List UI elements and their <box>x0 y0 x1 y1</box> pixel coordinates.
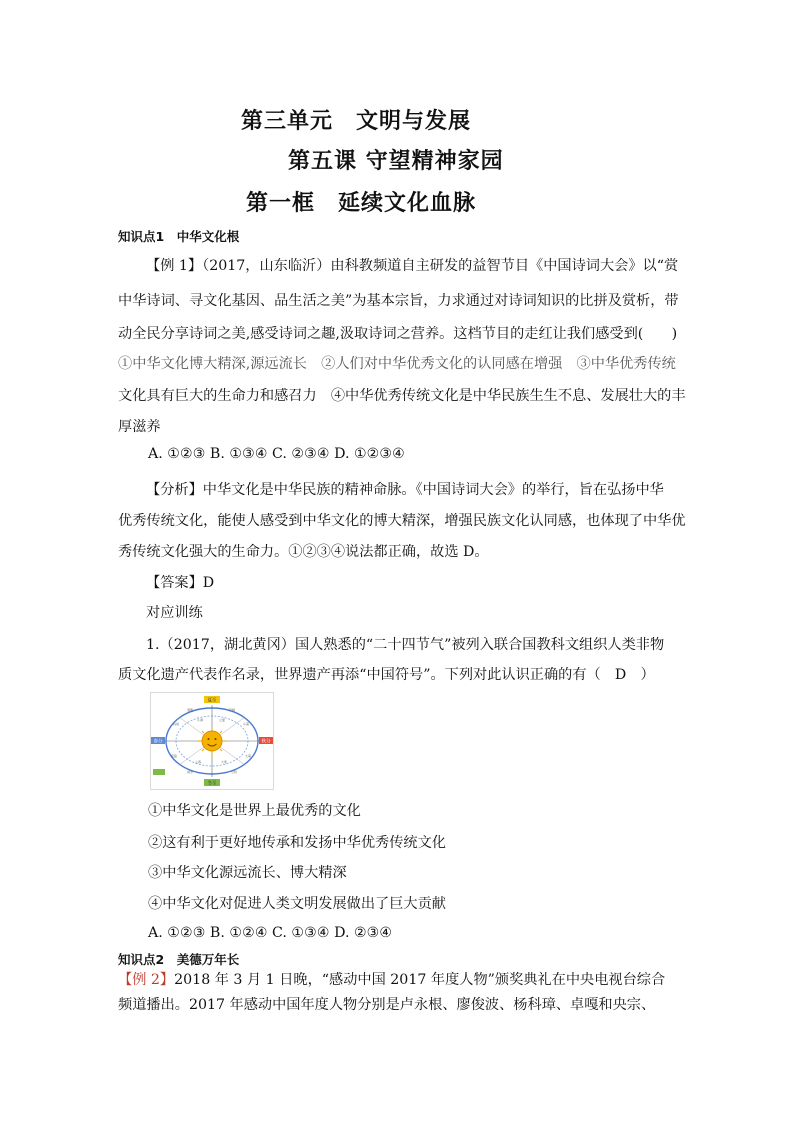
solar-terms-diagram <box>150 692 274 790</box>
svg-text:小满: 小满 <box>197 718 204 722</box>
diagram-label-left: 春分 <box>153 739 163 745</box>
frame-title: 第一框 延续文化血脉 <box>246 191 477 216</box>
svg-text:小暑: 小暑 <box>243 722 250 726</box>
svg-text:惊蛰: 惊蛰 <box>171 754 178 758</box>
knowledge-point-1: 知识点1 中华文化根 <box>118 229 240 244</box>
example-2-text: 2018 年 3 月 1 日晚，“感动中国 2017 年度人物”颁奖典礼在中央电视台综合 <box>174 972 666 988</box>
practice-statement-2: ②这有利于更好地传承和发扬中华优秀传统文化 <box>148 835 446 851</box>
svg-text:清明: 清明 <box>187 708 194 712</box>
diagram-label-right: 秋分 <box>261 739 271 745</box>
lesson-title: 第五课 守望精神家园 <box>288 149 504 174</box>
svg-text:芒种: 芒种 <box>229 708 236 712</box>
practice-choices: A. ①②③ B. ①②④ C. ①③④ D. ②③④ <box>148 925 393 941</box>
knowledge-point-2: 知识点2 美德万年长 <box>118 952 240 967</box>
svg-text:立春: 立春 <box>195 760 202 764</box>
practice-heading: 对应训练 <box>146 605 203 621</box>
analysis-line-2: 优秀传统文化，能使人感受到中华文化的博大精深，增强民族文化认同感，也体现了中华优 <box>118 513 686 529</box>
unit-title: 第三单元 文明与发展 <box>241 109 472 134</box>
svg-text:谷雨: 谷雨 <box>173 722 180 726</box>
example-2-line-2: 频道播出。2017 年感动中国年度人物分别是卢永根、廖俊波、杨科璋、卓嘎和央宗、 <box>118 997 656 1013</box>
practice-q1-line-1: 1.（2017，湖北黄冈）国人熟悉的“二十四节气”被列入联合国教科文组织人类非物 <box>146 637 665 653</box>
example-1-options-line-3: 厚滋养 <box>118 419 161 435</box>
practice-statement-3: ③中华文化源远流长、博大精深 <box>148 865 347 881</box>
example-1-line-3: 动全民分享诗词之美,感受诗词之趣,汲取诗词之营养。这档节目的走红让我们感受到( ) <box>118 326 678 342</box>
svg-text:立夏: 立夏 <box>219 718 226 722</box>
solar-terms-illustration <box>151 693 273 789</box>
practice-statement-4: ④中华文化对促进人类文明发展做出了巨大贡献 <box>148 896 446 912</box>
example-2-tag: 【例 2】 <box>118 972 175 988</box>
answer: 【答案】D <box>146 575 215 591</box>
analysis-line-1: 【分析】中华文化是中华民族的精神命脉。《中国诗词大会》的举行，旨在弘扬中华 <box>146 482 664 498</box>
example-1-text: （2017，山东临沂）由科教频道自主研发的益智节目《中国诗词大会》以“赏 <box>202 258 679 274</box>
example-1-options-line-1: ①中华文化博大精深,源远流长 ②人们对中华优秀文化的认同感在增强 ③中华优秀传统 <box>118 356 676 372</box>
example-1-tag: 【例 1】 <box>146 258 203 274</box>
example-1-line-2: 中华诗词、寻文化基因、品生活之美”为基本宗旨，力求通过对诗词知识的比拼及赏析，带 <box>118 293 679 309</box>
practice-q1-line-2: 质文化遗产代表作名录，世界遗产再添“中国符号”。下列对此认识正确的有（ D ） <box>118 667 655 683</box>
example-2-line-1 <box>118 969 665 989</box>
diagram-label-bottom: 冬至 <box>207 781 217 787</box>
svg-text:大寒: 大寒 <box>221 760 228 764</box>
practice-statement-1: ①中华文化是世界上最优秀的文化 <box>148 803 361 819</box>
example-1-line-1 <box>146 255 678 275</box>
example-1-choices: A. ①②③ B. ①③④ C. ②③④ D. ①②③④ <box>148 446 405 462</box>
svg-text:大暑: 大暑 <box>245 754 252 758</box>
analysis-line-3: 秀传统文化强大的生命力。①②③④说法都正确，故选 D。 <box>118 544 489 560</box>
svg-text:雨水: 雨水 <box>187 770 194 774</box>
sun-icon <box>198 727 226 755</box>
svg-text:立秋: 立秋 <box>231 770 238 774</box>
example-1-options-line-2: 文化具有巨大的生命力和感召力 ④中华优秀传统文化是中华民族生生不息、发展壮大的丰 <box>118 388 686 404</box>
diagram-label-top: 夏至 <box>207 698 217 704</box>
